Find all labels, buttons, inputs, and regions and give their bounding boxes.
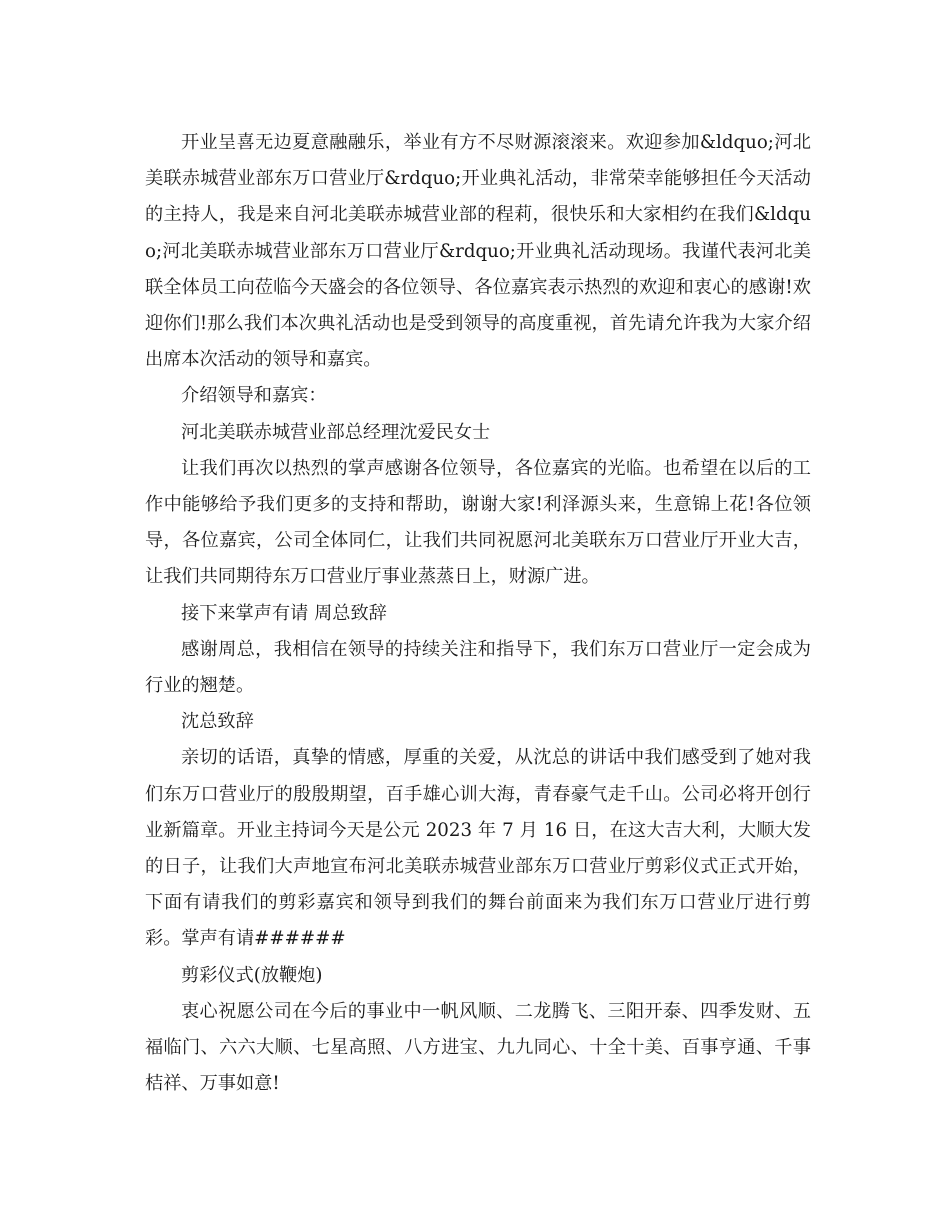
paragraph-introduce-guests-heading: 介绍领导和嘉宾： [181,385,327,407]
paragraph-thanks-zhou: 感谢周总，我相信在领导的持续关注和指导下，我们东万口营业厅一定会成为行业的翘楚。 [145,638,811,697]
paragraph-ribbon-cutting-ceremony: 剪彩仪式(放鞭炮) [181,964,323,986]
paragraph-thanks-guests: 让我们再次以热烈的掌声感谢各位领导，各位嘉宾的光临。也希望在以后的工作中能够给予我们更多的支持和帮助，谢谢大家!利泽源头来，生意锦上花!各位领导，各位嘉宾，公司全体同仁，让我们共同祝愿河北美联东万口营业厅开业大吉，让我们共同期待东万口营业厅事业蒸蒸日上，财源广进。 [145,457,811,588]
paragraph-shen-speech: 沈总致辞 [181,711,254,733]
paragraph-closing-wishes: 衷心祝愿公司在今后的事业中一帆风顺、二龙腾飞、三阳开泰、四季发财、五福临门、六六大顺、七星高照、八方进宝、九九同心、十全十美、百事亨通、千事桔祥、万事如意! [145,1000,811,1095]
paragraph-zhou-speech-invite: 接下来掌声有请 周总致辞 [181,602,387,624]
paragraph-ribbon-cutting-announcement: 亲切的话语，真挚的情感，厚重的关爱，从沈总的讲话中我们感受到了她对我们东万口营业厅的殷殷期望，百手雄心训大海，青春豪气走千山。公司必将开创行业新篇章。开业主持词今天是公元 2023 年 7 月 16 日，在这大吉大利，大顺大发的日子，让我们大声地宣布河北美联赤城营业部东万口营业厅剪彩仪式正式开始，下面有请我们的剪彩嘉宾和领导到我们的舞台前面来为我们东万口营业厅进行剪彩。掌声有请###### [145,747,811,950]
paragraph-general-manager: 河北美联赤城营业部总经理沈爱民女士 [181,421,491,443]
paragraph-opening-speech: 开业呈喜无边夏意融融乐，举业有方不尽财源滚滚来。欢迎参加&ldquo;河北美联赤城营业部东万口营业厅&rdquo;开业典礼活动，非常荣幸能够担任今天活动的主持人，我是来自河北美联赤城营业部的程莉，很快乐和大家相约在我们&ldquo;河北美联赤城营业部东万口营业厅&rdquo;开业典礼活动现场。我谨代表河北美联全体员工向莅临今天盛会的各位领导、各位嘉宾表示热烈的欢迎和衷心的感谢!欢迎你们!那么我们本次典礼活动也是受到领导的高度重视，首先请允许我为大家介绍出席本次活动的领导和嘉宾。 [145,132,811,371]
document-body [145,125,811,1102]
